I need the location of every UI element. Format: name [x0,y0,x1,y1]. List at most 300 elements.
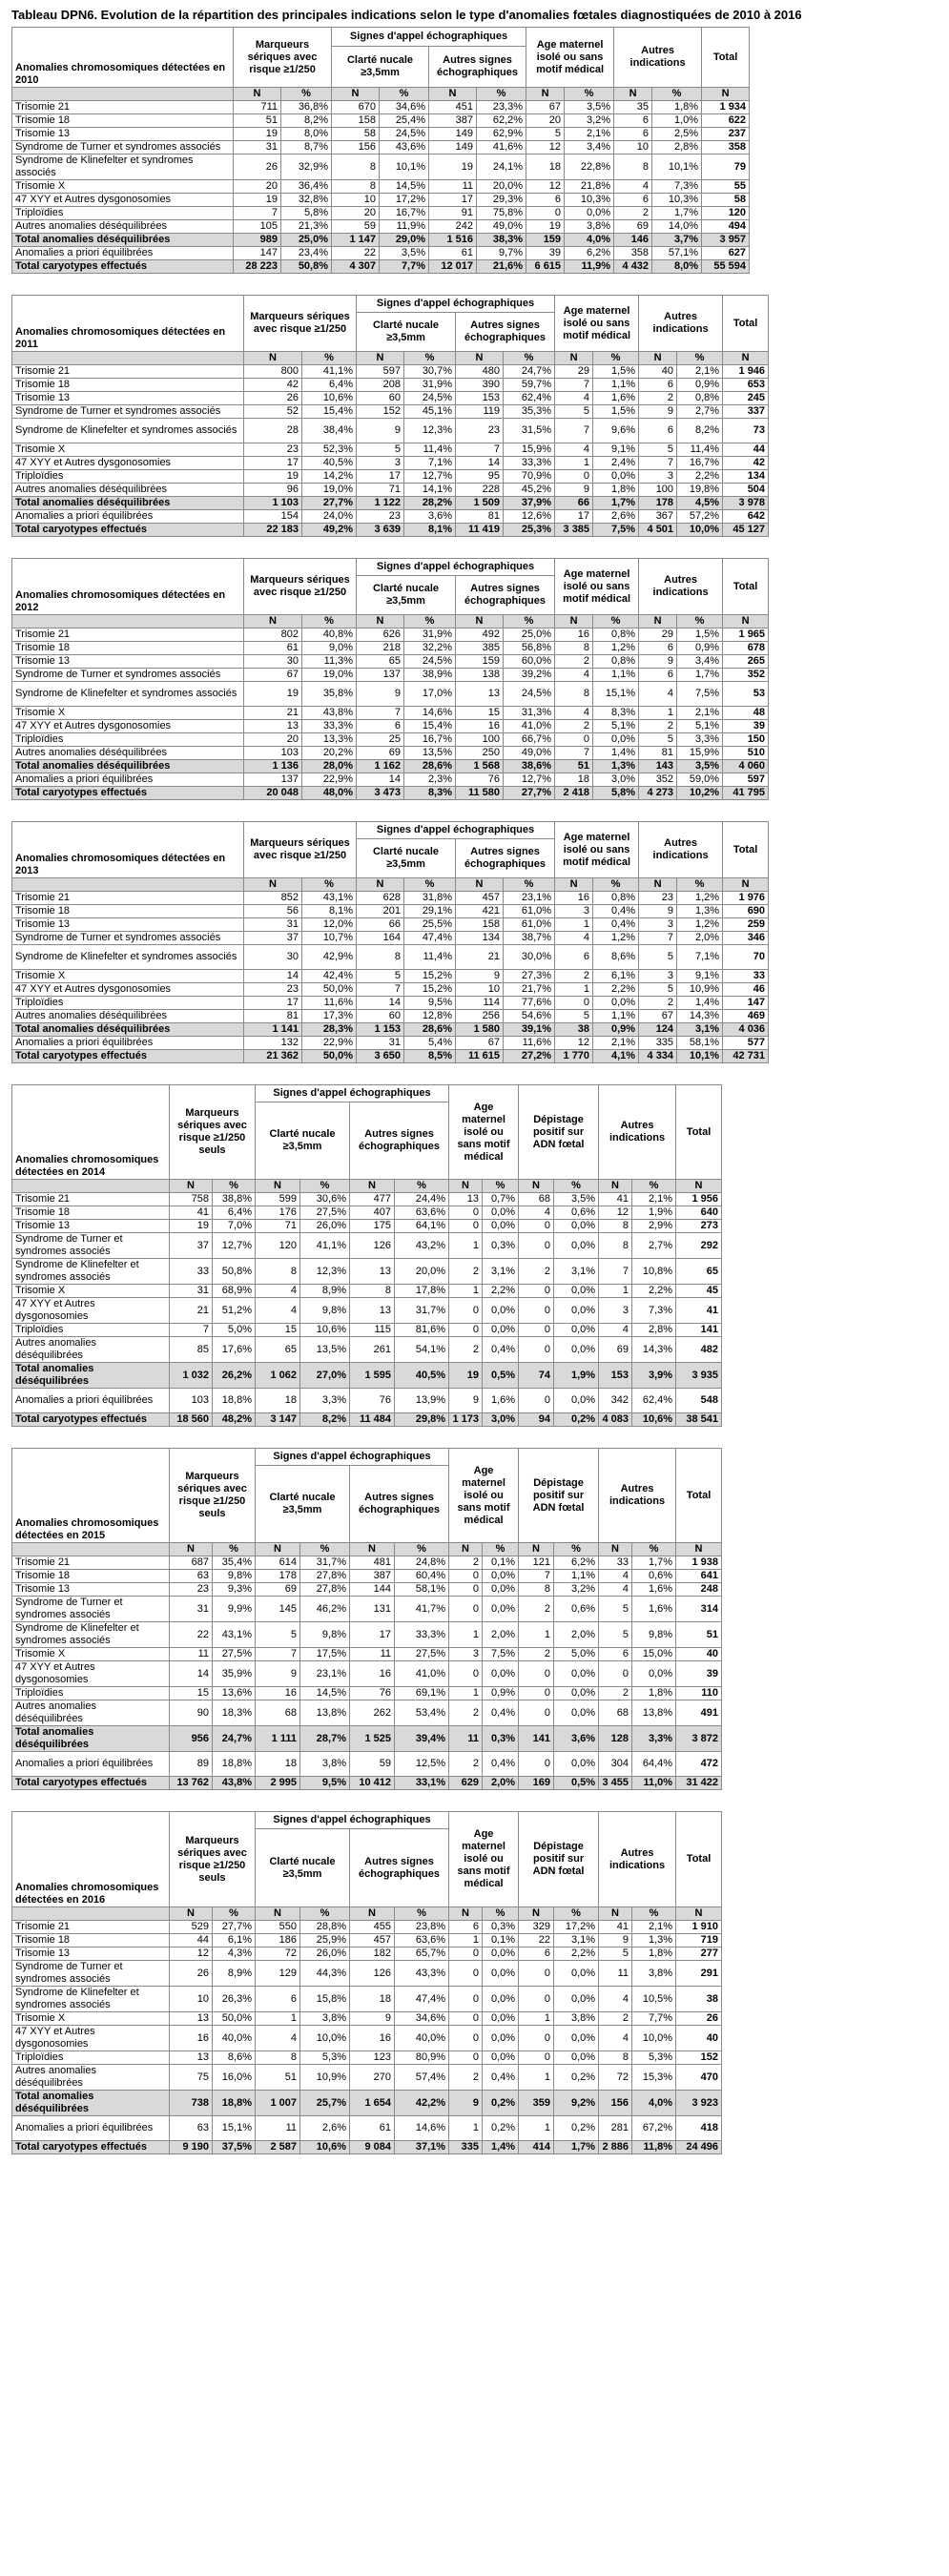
row-label: Syndrome de Klinefelter et syndromes associés [12,682,244,707]
row-label: Anomalies a priori équilibrées [12,1389,170,1413]
row-label: Autres anomalies déséquilibrées [12,1337,170,1363]
cell-n: 145 [256,1597,300,1622]
cell-pct: 2,1% [632,1921,676,1934]
unit-pct: % [300,1907,350,1921]
cell-pct: 14,5% [380,180,429,194]
cell-n: 69 [614,220,652,234]
table-row [12,1206,722,1220]
cell-pct: 8,2% [281,114,332,128]
unit-row [12,615,769,629]
cell-pct: 15,9% [504,443,555,457]
row-label: Syndrome de Turner et syndromes associés [12,1597,170,1622]
cell-total: 150 [723,733,769,747]
cell-pct: 9,8% [213,1570,256,1583]
cell-pct: 18,8% [213,2091,256,2116]
unit-pct: % [404,615,456,629]
cell-pct: 31,5% [504,419,555,443]
cell-n: 480 [456,365,504,379]
cell-n: 0 [449,1298,483,1324]
cell-pct: 10,6% [302,392,357,405]
cell-n: 3 385 [555,524,593,537]
cell-pct: 1,5% [593,365,639,379]
unit-pct: % [395,1907,449,1921]
cell-pct: 10,8% [632,1259,676,1285]
cell-n: 304 [599,1752,632,1777]
cell-n: 670 [332,101,380,114]
cell-total: 53 [723,682,769,707]
cell-pct: 16,0% [213,2065,256,2091]
cell-n: 387 [429,114,477,128]
cell-total: 265 [723,655,769,669]
cell-pct: 0,1% [483,1556,519,1570]
table-row [12,1622,722,1648]
unit-n: N [456,615,504,629]
total-unbalanced-row [12,1726,722,1752]
cell-n: 12 [526,180,565,194]
cell-n: 1 136 [244,760,302,773]
cell-n: 1 [449,1233,483,1259]
cell-pct: 7,5% [483,1648,519,1661]
cell-n: 390 [456,379,504,392]
cell-pct: 49,0% [504,747,555,760]
cell-pct: 4,5% [677,497,723,510]
header-col-3: Age maternel isolé ou sans motif médical [526,28,614,88]
table-row [12,128,750,141]
cell-n: 67 [639,1010,677,1023]
cell-pct: 3,8% [554,2012,599,2026]
unit-n: N [614,88,652,101]
cell-n: 455 [350,1921,395,1934]
row-label: Syndrome de Turner et syndromes associés [12,932,244,945]
cell-pct: 3,3% [300,1389,350,1413]
cell-n: 15 [456,707,504,720]
cell-n: 4 [519,1206,554,1220]
cell-n: 7 [639,457,677,470]
cell-pct: 27,5% [395,1648,449,1661]
row-label: Syndrome de Turner et syndromes associés [12,405,244,419]
cell-pct: 10,0% [677,524,723,537]
table-row [12,918,769,932]
cell-pct: 17,2% [380,194,429,207]
row-label: Autres anomalies déséquilibrées [12,1700,170,1726]
cell-n: 2 [639,392,677,405]
cell-n: 6 [639,669,677,682]
cell-n: 8 [599,1220,632,1233]
cell-n: 4 083 [599,1413,632,1427]
cell-n: 2 [449,1700,483,1726]
table-row [12,1298,722,1324]
cell-pct: 16,7% [677,457,723,470]
cell-total: 120 [702,207,750,220]
cell-n: 8 [332,180,380,194]
row-label: Autres anomalies déséquilibrées [12,220,234,234]
cell-pct: 25,0% [281,234,332,247]
cell-pct: 65,7% [395,1947,449,1961]
cell-pct: 58,1% [395,1583,449,1597]
row-label: Anomalies a priori équilibrées [12,1752,170,1777]
cell-n: 256 [456,1010,504,1023]
cell-pct: 17,8% [395,1285,449,1298]
cell-n: 28 [244,419,302,443]
cell-pct: 26,0% [300,1947,350,1961]
cell-n: 65 [357,655,404,669]
header-row [12,559,769,576]
unit-pct: % [300,1180,350,1193]
cell-n: 4 273 [639,787,677,800]
row-label: Anomalies a priori équilibrées [12,247,234,260]
cell-total: 31 422 [676,1777,722,1790]
cell-pct: 0,0% [554,1987,599,2012]
document-title: Tableau DPN6. Evolution de la répartition des principales indications selon le type d'anomalies fœtales diagnostiquées de 2010 à 2016 [11,8,802,22]
cell-pct: 69,1% [395,1687,449,1700]
cell-pct: 14,0% [652,220,702,234]
cell-pct: 77,6% [504,997,555,1010]
cell-pct: 15,4% [302,405,357,419]
cell-pct: 31,9% [404,379,456,392]
cell-n: 0 [449,1206,483,1220]
cell-pct: 2,1% [677,707,723,720]
cell-pct: 10,9% [677,983,723,997]
cell-total: 678 [723,642,769,655]
cell-pct: 2,7% [677,405,723,419]
cell-n: 22 [519,1934,554,1947]
cell-n: 9 [449,2091,483,2116]
cell-pct: 59,0% [677,773,723,787]
unit-n: N [357,878,404,892]
cell-pct: 18,8% [213,1752,256,1777]
cell-total: 44 [723,443,769,457]
cell-n: 18 [256,1752,300,1777]
cell-pct: 9,7% [477,247,526,260]
cell-total: 152 [676,2051,722,2065]
cell-n: 20 [332,207,380,220]
cell-pct: 6,2% [554,1556,599,1570]
cell-n: 37 [244,932,302,945]
cell-n: 7 [555,419,593,443]
cell-total: 3 935 [676,1363,722,1389]
cell-pct: 8,0% [652,260,702,274]
cell-n: 15 [170,1687,213,1700]
cell-n: 1 [599,1285,632,1298]
cell-n: 63 [170,1570,213,1583]
cell-pct: 0,0% [554,1661,599,1687]
table-row [12,443,769,457]
cell-n: 6 [614,194,652,207]
cell-n: 599 [256,1193,300,1206]
cell-pct: 16,7% [380,207,429,220]
cell-pct: 53,4% [395,1700,449,1726]
header-total: Total [676,1449,722,1543]
unit-pct: % [632,1907,676,1921]
cell-pct: 37,9% [504,497,555,510]
cell-n: 0 [449,1597,483,1622]
unit-blank [12,1180,170,1193]
cell-n: 153 [456,392,504,405]
cell-pct: 0,9% [677,642,723,655]
cell-pct: 22,9% [302,773,357,787]
cell-n: 178 [256,1570,300,1583]
cell-n: 156 [599,2091,632,2116]
row-label: Trisomie 18 [12,114,234,128]
cell-pct: 0,0% [483,2051,519,2065]
cell-n: 989 [234,234,281,247]
row-label: Trisomie 13 [12,918,244,932]
cell-n: 407 [350,1206,395,1220]
cell-n: 22 183 [244,524,302,537]
cell-n: 89 [170,1752,213,1777]
unit-n: N [350,1543,395,1556]
cell-n: 65 [256,1337,300,1363]
cell-n: 31 [170,1285,213,1298]
cell-pct: 3,8% [565,220,614,234]
cell-pct: 0,4% [593,905,639,918]
cell-n: 12 [526,141,565,155]
header-row [12,1085,722,1103]
cell-total: 26 [676,2012,722,2026]
cell-pct: 0,9% [677,379,723,392]
cell-pct: 52,3% [302,443,357,457]
cell-pct: 44,3% [300,1961,350,1987]
table-row [12,1010,769,1023]
cell-pct: 27,7% [504,787,555,800]
cell-n: 3 473 [357,787,404,800]
unit-pct: % [554,1907,599,1921]
row-label: Triploïdies [12,733,244,747]
row-label: Anomalies a priori équilibrées [12,1037,244,1050]
cell-n: 158 [456,918,504,932]
cell-pct: 62,9% [477,128,526,141]
cell-n: 71 [256,1220,300,1233]
cell-n: 159 [526,234,565,247]
cell-pct: 41,1% [302,365,357,379]
cell-n: 1 153 [357,1023,404,1037]
row-label: Trisomie 13 [12,128,234,141]
cell-n: 13 [244,720,302,733]
table-row [12,101,750,114]
header-echo-group: Signes d'appel échographiques [256,1449,449,1466]
cell-pct: 31,8% [404,892,456,905]
cell-n: 51 [555,760,593,773]
cell-n: 5 [357,443,404,457]
cell-pct: 32,9% [281,155,332,180]
cell-n: 2 [519,1597,554,1622]
table-row [12,905,769,918]
cell-pct: 14,3% [677,1010,723,1023]
table-row [12,392,769,405]
cell-n: 85 [170,1337,213,1363]
cell-pct: 1,6% [593,392,639,405]
cell-pct: 1,7% [554,2141,599,2154]
cell-n: 9 [350,2012,395,2026]
cell-n: 8 [519,1583,554,1597]
row-label: Total caryotypes effectués [12,1413,170,1427]
table-row [12,997,769,1010]
header-echo-group: Signes d'appel échographiques [256,1085,449,1103]
unit-pct: % [302,615,357,629]
cell-pct: 3,8% [300,2012,350,2026]
table-row [12,707,769,720]
cell-n: 2 [555,720,593,733]
cell-pct: 61,0% [504,905,555,918]
cell-n: 2 [449,1556,483,1570]
row-label: Autres anomalies déséquilibrées [12,484,244,497]
cell-pct: 0,0% [483,2026,519,2051]
cell-pct: 47,4% [404,932,456,945]
table-row [12,220,750,234]
header-echo-group: Signes d'appel échographiques [357,822,555,839]
cell-pct: 0,4% [483,1700,519,1726]
cell-total: 640 [676,1206,722,1220]
cell-pct: 11,3% [302,655,357,669]
cell-pct: 0,7% [483,1193,519,1206]
cell-n: 14 [456,457,504,470]
cell-pct: 3,6% [554,1726,599,1752]
row-label: Syndrome de Klinefelter et syndromes associés [12,419,244,443]
cell-pct: 12,7% [404,470,456,484]
cell-pct: 1,8% [632,1687,676,1700]
cell-pct: 26,0% [300,1220,350,1233]
cell-pct: 50,8% [281,260,332,274]
cell-pct: 11,4% [677,443,723,457]
unit-pct: % [300,1543,350,1556]
cell-n: 176 [256,1206,300,1220]
cell-total: 24 496 [676,2141,722,2154]
cell-pct: 1,4% [593,747,639,760]
cell-total: 51 [676,1622,722,1648]
cell-pct: 13,8% [300,1700,350,1726]
cell-pct: 12,7% [504,773,555,787]
cell-total: 719 [676,1934,722,1947]
cell-n: 2 [555,655,593,669]
row-label-header: Anomalies chromosomiques détectées en 2015 [12,1449,170,1543]
cell-n: 159 [456,655,504,669]
cell-n: 5 [599,1947,632,1961]
cell-n: 156 [332,141,380,155]
row-label: Trisomie 18 [12,905,244,918]
cell-n: 61 [429,247,477,260]
cell-pct: 15,1% [593,682,639,707]
cell-total: 48 [723,707,769,720]
cell-pct: 42,9% [302,945,357,970]
cell-n: 6 [555,945,593,970]
unit-n: N [456,352,504,365]
cell-n: 76 [350,1389,395,1413]
cell-n: 0 [449,2012,483,2026]
cell-n: 17 [555,510,593,524]
cell-pct: 40,5% [302,457,357,470]
cell-n: 457 [456,892,504,905]
cell-n: 1 580 [456,1023,504,1037]
cell-n: 12 [555,1037,593,1050]
cell-n: 451 [429,101,477,114]
cell-n: 7 [456,443,504,457]
row-label: Triploïdies [12,1324,170,1337]
cell-n: 852 [244,892,302,905]
cell-n: 4 334 [639,1050,677,1063]
table-row [12,484,769,497]
cell-n: 10 [614,141,652,155]
table-2014 [11,1084,722,1427]
unit-n: N [244,352,302,365]
cell-n: 3 639 [357,524,404,537]
table-row [12,1687,722,1700]
cell-n: 16 [555,629,593,642]
cell-pct: 0,0% [554,1752,599,1777]
cell-pct: 6,1% [213,1934,256,1947]
karyotypes-total-row [12,1777,722,1790]
cell-pct: 15,2% [404,983,456,997]
cell-n: 41 [599,1921,632,1934]
cell-pct: 43,6% [380,141,429,155]
cell-n: 2 418 [555,787,593,800]
cell-n: 5 [555,405,593,419]
cell-pct: 41,6% [477,141,526,155]
cell-pct: 24,7% [504,365,555,379]
cell-n: 4 [256,1298,300,1324]
unit-n: N [526,88,565,101]
cell-total: 642 [723,510,769,524]
cell-pct: 3,1% [554,1259,599,1285]
cell-n: 5 [555,1010,593,1023]
row-label: Trisomie 21 [12,101,234,114]
cell-n: 61 [350,2116,395,2141]
cell-pct: 57,2% [677,510,723,524]
cell-n: 6 [526,194,565,207]
cell-n: 5 [639,983,677,997]
cell-pct: 12,5% [395,1752,449,1777]
unit-n: N [429,88,477,101]
cell-n: 208 [357,379,404,392]
cell-pct: 0,3% [483,1233,519,1259]
cell-n: 2 [639,997,677,1010]
cell-pct: 24,5% [404,655,456,669]
row-label: 47 XYY et Autres dysgonosomies [12,720,244,733]
cell-pct: 43,8% [302,707,357,720]
row-label: Syndrome de Turner et syndromes associés [12,1233,170,1259]
cell-pct: 0,5% [483,1363,519,1389]
cell-n: 1 162 [357,760,404,773]
cell-pct: 3,5% [554,1193,599,1206]
cell-n: 23 [639,892,677,905]
cell-pct: 31,7% [395,1298,449,1324]
cell-n: 738 [170,2091,213,2116]
cell-n: 11 [449,1726,483,1752]
cell-pct: 10,6% [632,1413,676,1427]
unit-n: N [170,1180,213,1193]
cell-pct: 0,8% [593,892,639,905]
cell-n: 8 [555,642,593,655]
cell-n: 414 [519,2141,554,2154]
cell-total: 472 [676,1752,722,1777]
balanced-row [12,773,769,787]
cell-n: 186 [256,1934,300,1947]
cell-pct: 7,7% [632,2012,676,2026]
table-2011 [11,295,769,537]
cell-n: 0 [519,1324,554,1337]
cell-pct: 37,1% [395,2141,449,2154]
cell-pct: 6,4% [302,379,357,392]
cell-pct: 3,5% [380,247,429,260]
cell-n: 2 [519,1648,554,1661]
header-markers: Marqueurs sériques avec risque ≥1/250 seuls [170,1449,256,1543]
cell-pct: 1,6% [632,1597,676,1622]
balanced-row [12,2116,722,2141]
cell-n: 182 [350,1947,395,1961]
cell-pct: 5,1% [593,720,639,733]
cell-n: 1 [449,1285,483,1298]
cell-n: 67 [244,669,302,682]
cell-total: 134 [723,470,769,484]
